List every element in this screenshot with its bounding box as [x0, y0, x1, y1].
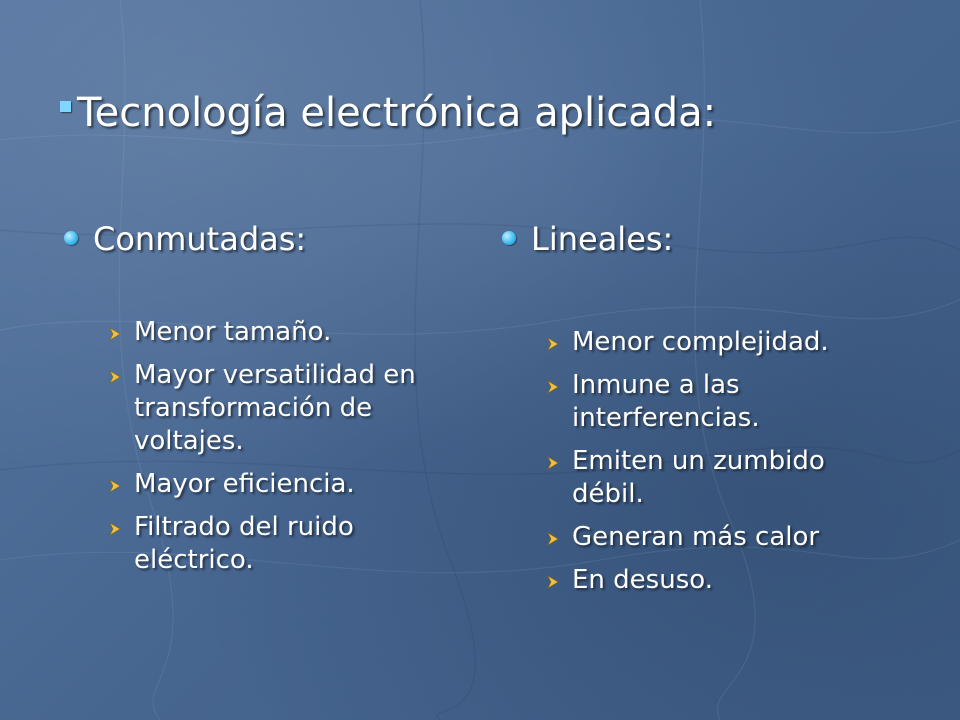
column-conmutadas: [64, 218, 444, 587]
list-item: [108, 468, 444, 501]
round-bullet-icon: [64, 231, 78, 245]
list-item: [546, 326, 902, 359]
list-item: [546, 369, 902, 435]
list-item: [546, 445, 902, 511]
list-item-text: Generan más calor: [572, 522, 820, 552]
round-bullet-icon: [502, 231, 516, 245]
column-lineales: [502, 218, 902, 607]
list-item: [546, 521, 902, 554]
column-heading: [64, 218, 444, 260]
list-item-text: En desuso.: [572, 565, 713, 595]
list-item-text: Filtrado del ruido eléctrico.: [134, 512, 354, 575]
arrow-bullet-icon: [108, 479, 122, 493]
arrow-bullet-icon: [108, 522, 122, 536]
arrow-bullet-icon: [108, 327, 122, 341]
arrow-bullet-icon: [546, 456, 560, 470]
column-heading-text: Lineales:: [531, 220, 674, 258]
list-item: [108, 316, 444, 349]
list-item-text: Menor tamaño.: [134, 317, 332, 347]
slide-title-text: Tecnología electrónica aplicada:: [77, 90, 717, 136]
arrow-bullet-icon: [546, 575, 560, 589]
arrow-bullet-icon: [546, 337, 560, 351]
list-item: [546, 564, 902, 597]
list-item-text: Mayor versatilidad en transformación de voltajes.: [134, 360, 416, 456]
bullet-list: [108, 316, 444, 577]
slide-title: [60, 88, 716, 138]
list-item: [108, 359, 444, 458]
list-item-text: Menor complejidad.: [572, 327, 829, 357]
list-item-text: Emiten un zumbido débil.: [572, 446, 825, 509]
arrow-bullet-icon: [108, 370, 122, 384]
column-heading-text: Conmutadas:: [93, 220, 307, 258]
list-item: [108, 511, 444, 577]
column-heading: [502, 218, 902, 260]
list-item-text: Mayor eficiencia.: [134, 469, 355, 499]
bullet-list: [546, 326, 902, 597]
list-item-text: Inmune a las interferencias.: [572, 370, 760, 433]
square-bullet-icon: [60, 101, 71, 112]
arrow-bullet-icon: [546, 380, 560, 394]
arrow-bullet-icon: [546, 532, 560, 546]
